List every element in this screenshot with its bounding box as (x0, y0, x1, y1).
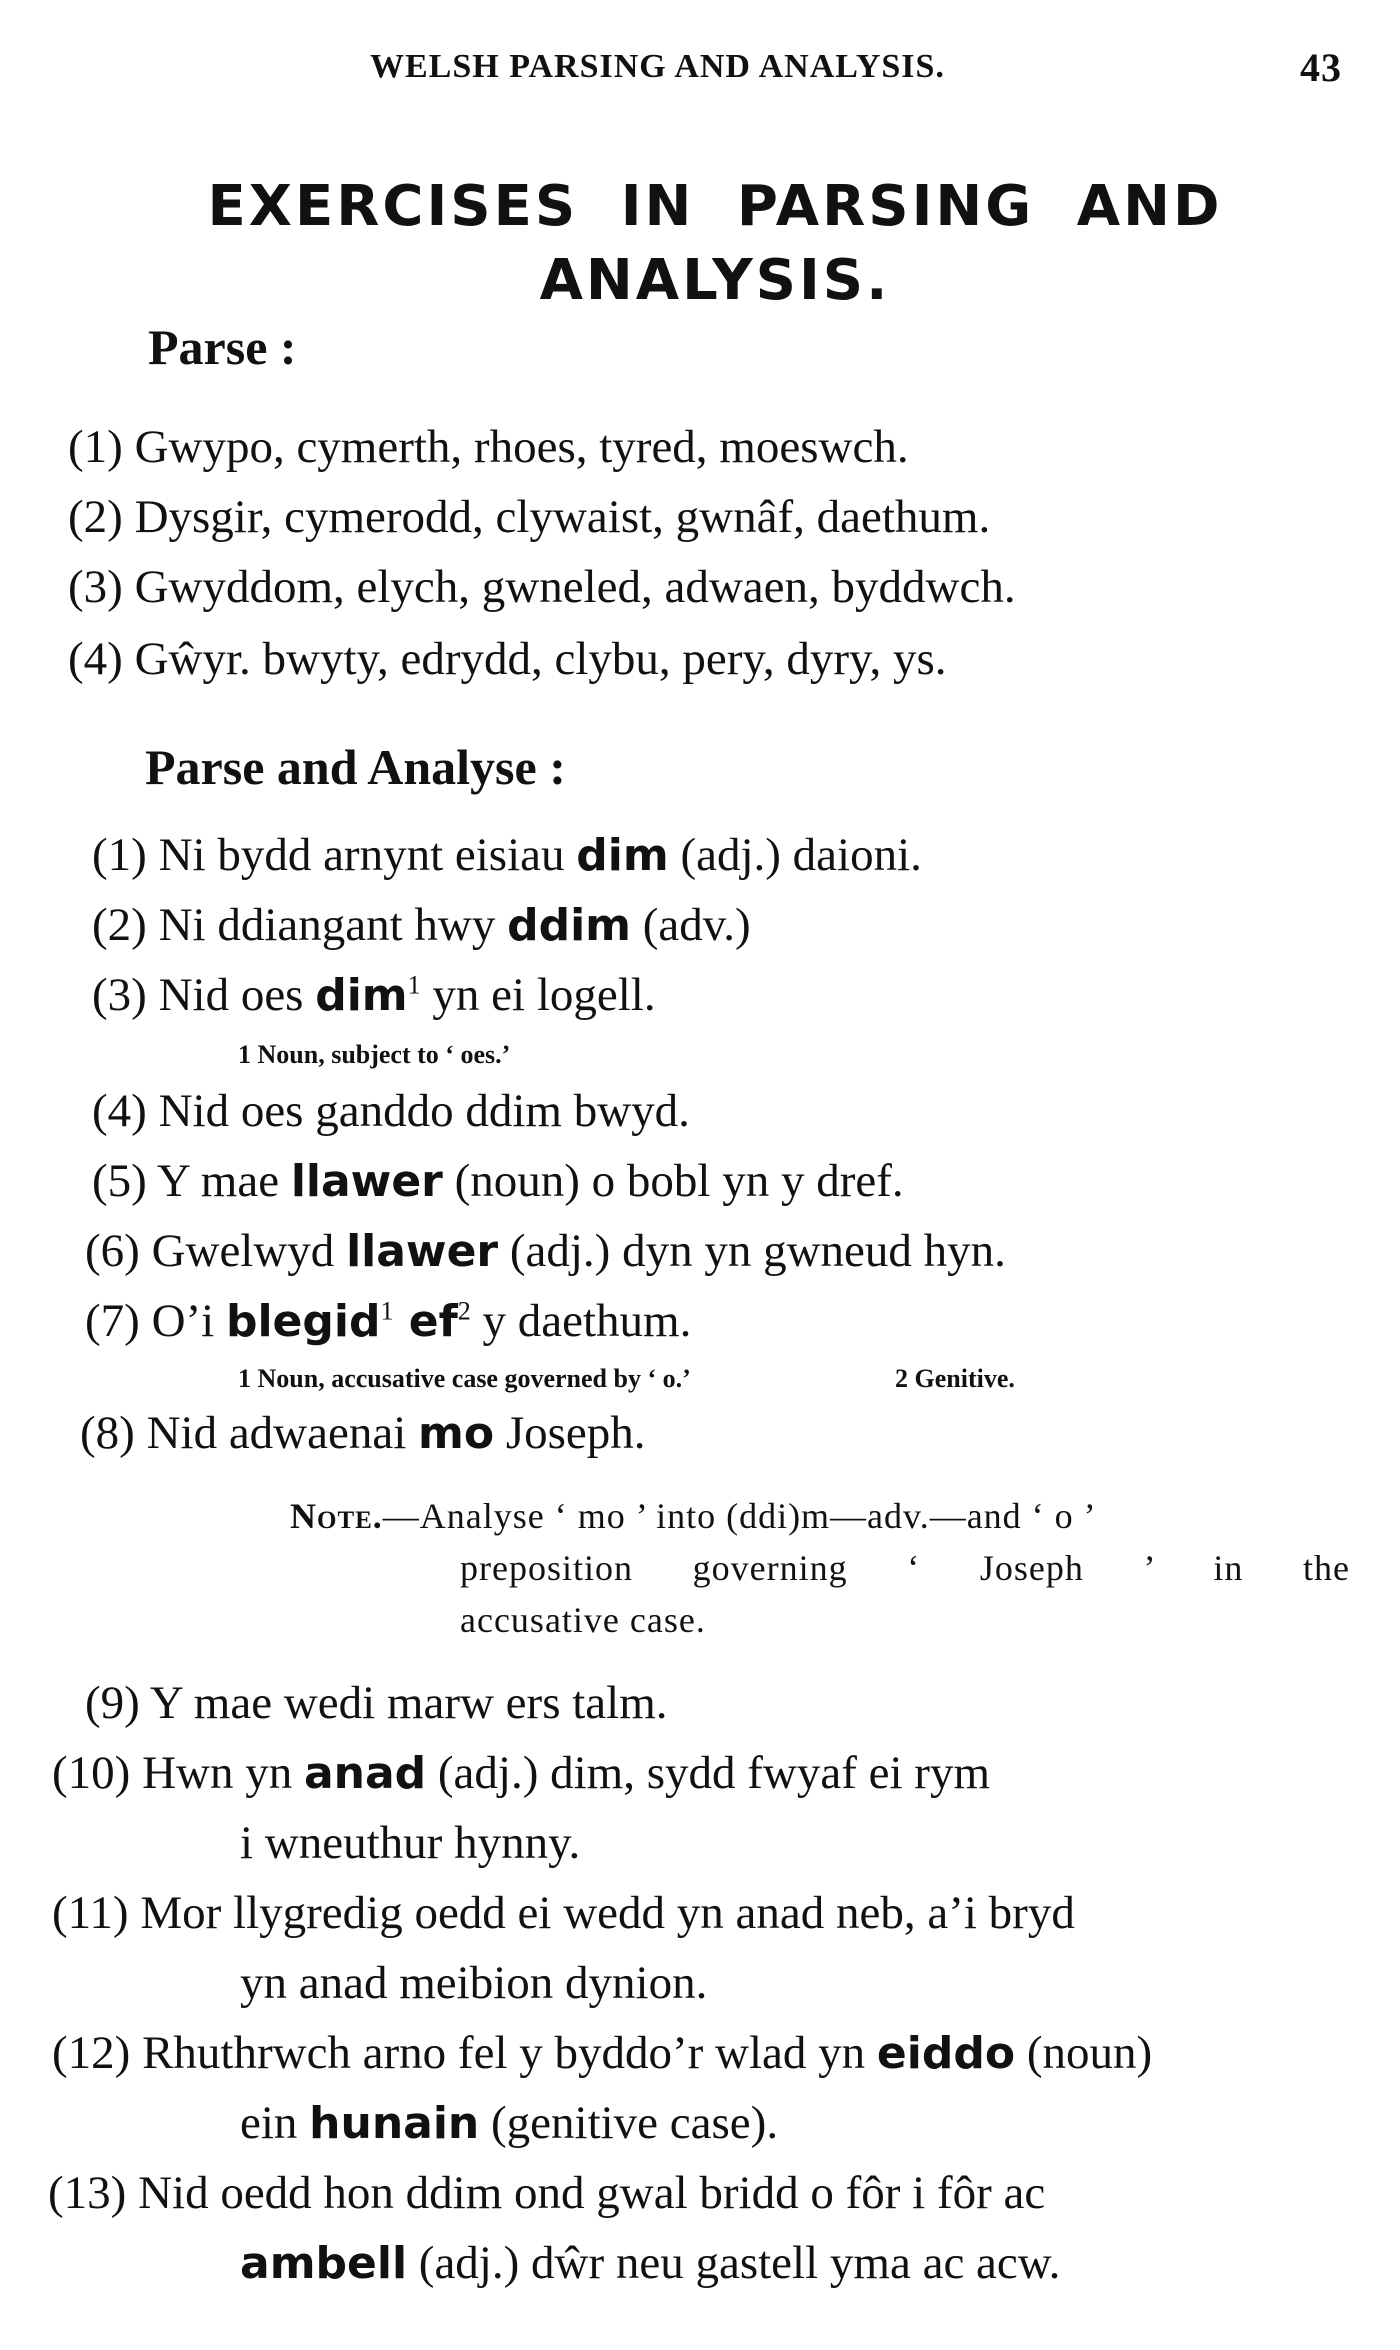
analyse-item: (9) Y mae wedi marw ers talm. (85, 1677, 668, 1729)
analyse-item: (4) Nid oes ganddo ddim bwyd. (92, 1085, 690, 1137)
parse-analyse-heading: Parse and Analyse : (145, 739, 566, 795)
analyse-item: (11) Mor llygredig oedd ei wedd yn anad neb, a’i bryd (52, 1887, 1075, 1939)
analyse-item-continuation: ein hunain (genitive case). (240, 2097, 779, 2149)
page-title: EXERCISES IN PARSING AND ANALYSIS. (207, 174, 1223, 313)
analyse-item: (8) Nid adwaenai mo Joseph. (80, 1407, 646, 1459)
analyse-item: (1) Ni bydd arnynt eisiau dim (adj.) daioni. (92, 829, 922, 881)
note-text: accusative case. (460, 1600, 706, 1640)
note (290, 1490, 1350, 1646)
parse-item: (3) Gwyddom, elych, gwneled, adwaen, byddwch. (68, 561, 1016, 613)
note-text: preposition governing ‘ Joseph ’ in the (460, 1548, 1350, 1588)
page-number: 43 (1300, 45, 1342, 90)
analyse-item: (5) Y mae llawer (noun) o bobl yn y dref. (92, 1155, 904, 1207)
footnote: 1 Noun, subject to ‘ oes.’ (238, 1040, 511, 1069)
analyse-item: (3) Nid oes dim$^1$ yn ei logell. (92, 969, 656, 1021)
parse-item: (1) Gwypo, cymerth, rhoes, tyred, moeswch. (68, 421, 909, 473)
analyse-item-continuation: ambell (adj.) dŵr neu gastell yma ac acw. (240, 2237, 1061, 2289)
running-title: WELSH PARSING AND ANALYSIS. (370, 48, 945, 85)
analyse-item: (2) Ni ddiangant hwy ddim (adv.) (92, 899, 751, 951)
analyse-item: (7) O’i blegid$^1$ $ef^2$ y daethum. (85, 1295, 692, 1347)
parse-item: (2) Dysgir, cymerodd, clywaist, gwnâf, daethum. (68, 491, 991, 543)
footnote: 2 Genitive. (895, 1364, 1015, 1393)
analyse-item-continuation: i wneuthur hynny. (240, 1817, 581, 1869)
parse-item: (4) Gŵyr. bwyty, edrydd, clybu, pery, dyry, ys. (68, 633, 947, 685)
footnote: 1 Noun, accusative case governed by ‘ o.’ (238, 1364, 691, 1393)
note-text: —Analyse ‘ mo ’ into (ddi)m—adv.—and ‘ o ’ (382, 1496, 1097, 1536)
analyse-item: (6) Gwelwyd llawer (adj.) dyn yn gwneud hyn. (85, 1225, 1006, 1277)
analyse-item-continuation: yn anad meibion dynion. (240, 1957, 708, 2009)
analyse-item: (13) Nid oedd hon ddim ond gwal bridd o fôr i fôr ac (48, 2167, 1046, 2219)
analyse-item: (10) Hwn yn anad (adj.) dim, sydd fwyaf ei rym (52, 1747, 991, 1799)
parse-heading: Parse : (148, 319, 297, 375)
analyse-item: (12) Rhuthrwch arno fel y byddo’r wlad yn eiddo (noun) (52, 2027, 1153, 2079)
note-label: Note. (290, 1496, 383, 1536)
